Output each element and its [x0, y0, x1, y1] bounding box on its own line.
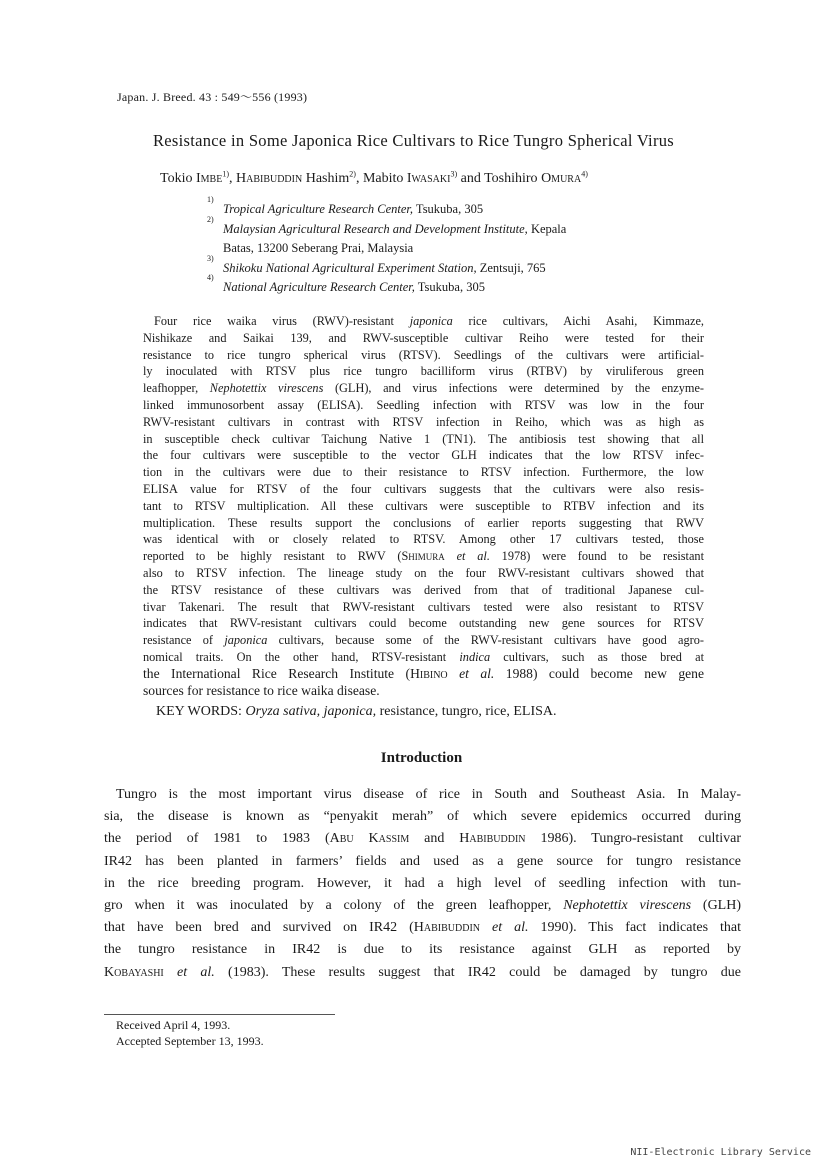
affiliation-4: 4) National Agriculture Research Center, Tsukuba, 305	[207, 273, 485, 294]
abstract-line: Nishikaze and Saikai 139, and RWV-susceptible cultivar Reiho were tested for their	[143, 330, 704, 345]
affiliation-1: 1) Tropical Agriculture Research Center, Tsukuba, 305	[207, 195, 484, 216]
body-line: in the rice breeding program. However, it had a high level of seedling infection with tun-	[104, 875, 741, 891]
abstract-line: leafhopper, Nephotettix virescens (GLH), and virus infections were determined by the enzyme-	[143, 381, 704, 396]
footnotes	[116, 1018, 264, 1049]
abstract-line: the four cultivars were susceptible to the vector GLH indicates that the low RTSV infec-	[143, 448, 704, 463]
abstract-line: in susceptible check cultivar Taichung Native 1 (TN1). The antibiosis test showing that all	[143, 431, 704, 446]
abstract-line: Four rice waika virus (RWV)-resistant japonica rice cultivars, Aichi Asahi, Kimmaze,	[154, 314, 704, 328]
received-date: Received April 4, 1993.	[116, 1018, 231, 1032]
section-heading-introduction: Introduction	[380, 750, 463, 766]
affiliation-3: 3) Shikoku National Agricultural Experiment Station, Zentsuji, 765	[207, 253, 546, 275]
body-line: that have been bred and survived on IR42 (Habibuddin et al. 1990). This fact indicates that	[104, 920, 742, 936]
abstract-line: was identical with or closely related to RTSV. Among other 17 cultivars tested, those	[143, 532, 704, 547]
body-line: the period of 1981 to 1983 (Abu Kassim and Habibuddin 1986). Tungro-resistant cultivar	[104, 831, 741, 847]
author-3: Mabito Iwasaki$^{3)}$ and	[362, 169, 485, 186]
abstract-line: linked immunosorbent assay (ELISA). Seedling infection with RTSV was low in the four	[143, 397, 704, 412]
affiliation-2-continued: Batas, 13200 Seberang Prai, Malaysia	[223, 241, 414, 255]
abstract-line: the RTSV resistance of these cultivars was derived from that of traditional Japanese cul-	[143, 582, 704, 597]
body-line: the tungro resistance in IR42 is due to its resistance against GLH as reported by	[104, 942, 741, 958]
body-line: IR42 has been planted in farmers’ fields and used as a gene source for tungro resistance	[104, 853, 741, 869]
abstract-line: the International Rice Research Institute (Hibino et al. 1988) could become new gene	[143, 665, 704, 681]
abstract-line: indicates that RWV-resistant cultivars could become outstanding new gene sources for RTSV	[143, 616, 704, 631]
author-1: Tokio Imbe$^{1)}$,	[160, 169, 236, 186]
author-list	[160, 171, 588, 187]
footnote-divider	[104, 1014, 335, 1015]
abstract-line: resistance of japonica cultivars, because some of the RWV-resistant cultivars have good agro-	[143, 633, 704, 648]
accepted-date: Accepted September 13, 1993.	[116, 1033, 264, 1048]
abstract-line: tion in the cultivars were due to their resistance to RTSV infection. Furthermore, the low	[143, 465, 704, 480]
author-2: Habibuddin Hashim$^{2)}$,	[235, 169, 363, 186]
paper-title: Resistance in Some Japonica Rice Cultivars to Rice Tungro Spherical Virus	[152, 131, 675, 150]
abstract-line: tivar Takenari. The result that RWV-resistant cultivars tested were also resistant to RTSV	[143, 599, 704, 614]
abstract-line: also to RTSV infection. The lineage study on the four RWV-resistant cultivars showed that	[143, 565, 704, 580]
abstract-line: RWV-resistant cultivars in contrast with RTSV infection in Reiho, which was as high as	[143, 414, 704, 429]
abstract-line: ELISA value for RTSV of the four cultivars suggests that the cultivars were also resis-	[143, 481, 704, 496]
author-4: Toshihiro Omura$^{4)}$	[484, 169, 588, 186]
affiliation-2: 2) Malaysian Agricultural Research and Development Institute, Kepala	[207, 214, 567, 236]
abstract	[143, 313, 704, 699]
abstract-line: resistance to rice tungro spherical virus (RTSV). Seedlings of the cultivars were artificial-	[143, 347, 704, 362]
abstract-line: tant to RTSV multiplication. All these cultivars were susceptible to RTBV infection and its	[143, 498, 704, 513]
body-line: Tungro is the most important virus disease of rice in South and Southeast Asia. In Malay-	[116, 787, 741, 802]
affiliations	[207, 195, 567, 298]
body-line: gro when it was inoculated by a colony of the green leafhopper, Nephotettix virescens (GLH)	[104, 897, 742, 913]
library-service-footer: NII-Electronic Library Service	[630, 1147, 811, 1158]
body-line: sia, the disease is known as “penyakit merah” of which severe epidemics occurred during	[104, 809, 741, 825]
abstract-line: nomical traits. On the other hand, RTSV-resistant indica cultivars, such as those bred at	[143, 649, 704, 664]
abstract-line: multiplication. These results support the conclusions of earlier reports suggesting that RWV	[143, 515, 704, 530]
abstract-line: sources for resistance to rice waika disease.	[143, 682, 380, 698]
keywords: KEY WORDS: Oryza sativa, japonica, resistance, tungro, rice, ELISA.	[156, 704, 557, 719]
body-line: Kobayashi et al. (1983). These results suggest that IR42 could be damaged by tungro due	[104, 964, 741, 980]
abstract-line: ly inoculated with RTSV plus rice tungro bacilliform virus (RTBV) by viruliferous green	[143, 364, 704, 379]
introduction-body	[104, 784, 741, 984]
journal-citation: Japan. J. Breed. 43 : 549～556 (1993)	[117, 90, 308, 104]
abstract-line: reported to be highly resistant to RWV (Shimura et al. 1978) were found to be resistant	[143, 549, 704, 564]
